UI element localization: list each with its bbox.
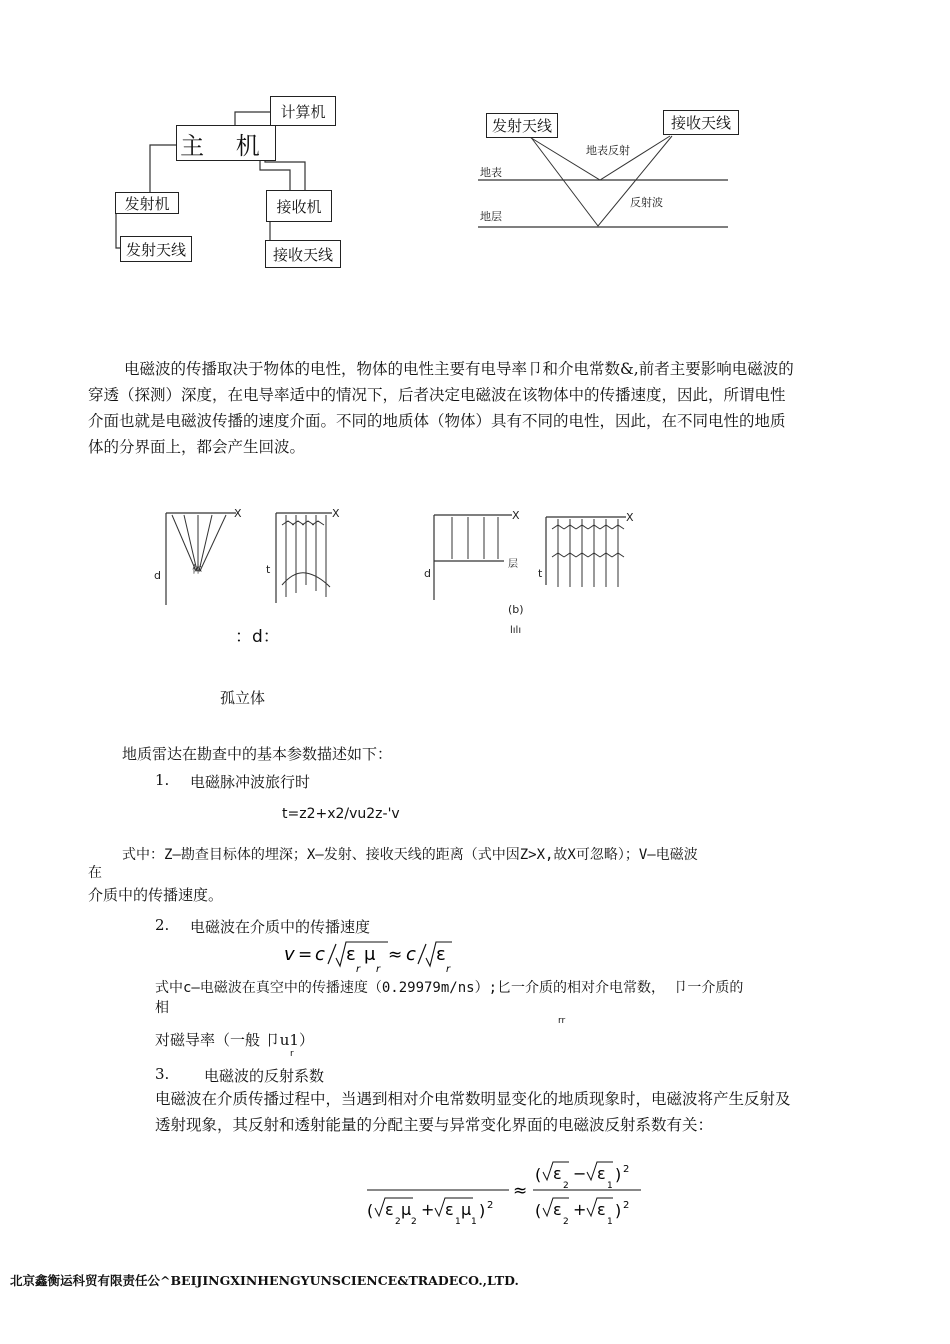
- fig-b-d-label: d: [424, 567, 431, 580]
- svg-text:+: +: [573, 1200, 587, 1219]
- formula-velocity: [284, 936, 464, 976]
- reflection-diagram: [478, 108, 738, 233]
- wave-figures: [150, 505, 650, 645]
- surface-label: 地表: [480, 166, 502, 179]
- fig-b2-t-label: t: [538, 567, 543, 580]
- svg-text:−: −: [573, 1164, 587, 1183]
- svg-text:r: r: [356, 964, 361, 975]
- receiver-box: 接收机: [266, 190, 332, 222]
- item1-number: 1.: [155, 771, 170, 789]
- item1-desc-line-a: 式中：Z—勘查目标体的埋深；X—发射、接收天线的距离（式中因Z>X,故X可忽略）；V—电磁波: [122, 847, 698, 863]
- item3-desc-line-b: 透射现象，其反射和透射能量的分配主要与异常变化界面的电磁波反射系数有关：: [155, 1116, 714, 1134]
- svg-text:1: 1: [607, 1181, 613, 1191]
- svg-text:): ): [615, 1201, 622, 1220]
- svg-text:2: 2: [623, 1200, 630, 1211]
- intro-line-4: 体的分界面上，都会产生回波。: [88, 438, 306, 456]
- wave-figure-drawings: [150, 505, 650, 645]
- svg-text:μ: μ: [401, 1200, 412, 1219]
- fig-a2-t-label: t: [266, 563, 271, 576]
- fig-b2-x-label: X: [626, 511, 634, 524]
- reflected-wave-label: 反射波: [630, 196, 663, 209]
- svg-text:+: +: [421, 1200, 435, 1219]
- svg-text:2: 2: [563, 1181, 569, 1191]
- item3-desc-line-a: 电磁波在介质传播过程中，当遇到相对介电常数明显变化的地质现象时，电磁波将产生反射及: [155, 1090, 791, 1108]
- fig-b-x-label: X: [512, 509, 520, 522]
- svg-text:ε: ε: [385, 1200, 394, 1219]
- svg-text:r: r: [446, 964, 451, 975]
- svg-text:=: =: [298, 945, 313, 965]
- layer-label: 地层: [480, 210, 502, 223]
- tx-antenna-box: 发射天线: [120, 236, 192, 262]
- fig-a-x-label: X: [234, 507, 242, 520]
- svg-text:ε: ε: [553, 1164, 562, 1183]
- layer-depth-figure: [434, 515, 512, 600]
- rx-rx-antenna-label: 接收天线: [663, 110, 739, 135]
- intro-line-3: 介面也就是电磁波传播的速度介面。不同的地质体（物体）具有不同的电性，因此，在不同电性的地质: [88, 412, 786, 430]
- item1-desc-line-c: 介质中的传播速度。: [88, 886, 224, 904]
- item2-number: 2.: [155, 916, 170, 934]
- svg-text:2: 2: [623, 1164, 630, 1175]
- svg-text:(: (: [367, 1201, 374, 1220]
- fig-b-caption-2: lılı: [510, 625, 522, 636]
- system-block-diagram: [110, 90, 360, 270]
- svg-text:μ: μ: [364, 944, 376, 965]
- svg-text:ε: ε: [436, 944, 446, 965]
- intro-line-1: 电磁波的传播取决于物体的电性，物体的电性主要有电导率卩和介电常数&,前者主要影响电磁波的: [124, 360, 794, 378]
- reflection-formula-svg: [365, 1158, 655, 1230]
- fig-a-body-mark: 体: [192, 565, 202, 576]
- svg-text:): ): [479, 1201, 486, 1220]
- fig-a-caption: ：d：: [235, 627, 280, 647]
- svg-text:(: (: [535, 1201, 542, 1220]
- svg-text:v: v: [284, 944, 295, 965]
- intro-line-2: 穿透（探测）深度，在电导率适中的情况下，后者决定电磁波在该物体中的传播速度，因此，所谓电性: [88, 386, 786, 404]
- item1-desc-line-b: 在: [88, 865, 102, 881]
- surface-reflection-label: 地表反射: [586, 144, 630, 157]
- item2-description: [155, 978, 875, 1018]
- item2-title: 电磁波在介质中的传播速度: [190, 918, 371, 936]
- svg-text:ε: ε: [346, 944, 356, 965]
- formula-reflection-coefficient: [365, 1158, 655, 1230]
- svg-text:2: 2: [395, 1217, 401, 1227]
- item1-description: [88, 846, 878, 904]
- item2-desc-line-a: 式中c—电磁波在真空中的传播速度（0.29979m/ns）;匕一介质的相对介电常数， 卩一介质的: [155, 980, 744, 996]
- svg-text:μ: μ: [461, 1200, 472, 1219]
- item2-sub-r: r: [290, 1049, 294, 1059]
- fig-a-d-label: d: [154, 569, 161, 582]
- svg-text:ε: ε: [597, 1164, 606, 1183]
- item2-desc-line-c: 对磁导率（一般 卩u1）: [155, 1031, 314, 1049]
- page-footer: 北京鑫衡运科贸有限责任公^BEIJINGXINHENGYUNSCIENCE&TRADECO.,LTD.: [10, 1273, 519, 1288]
- isolated-body-time-figure: [276, 513, 332, 603]
- svg-text:2: 2: [487, 1200, 494, 1211]
- svg-text:≈: ≈: [388, 945, 403, 965]
- svg-text:2: 2: [563, 1217, 569, 1227]
- transmitter-box: 发射机: [115, 192, 179, 214]
- computer-box: 计算机: [270, 96, 336, 126]
- item1-title: 电磁脉冲波旅行时: [190, 773, 311, 791]
- isolated-body-caption: 孤立体: [220, 689, 266, 707]
- host-box: 主 机: [176, 125, 276, 161]
- svg-text:(: (: [535, 1165, 542, 1184]
- velocity-formula-svg: [284, 936, 464, 976]
- intro-paragraph: [88, 356, 868, 460]
- svg-text:1: 1: [607, 1217, 613, 1227]
- svg-text:): ): [615, 1165, 622, 1184]
- item3-number: 3.: [155, 1065, 170, 1083]
- layer-time-figure: [546, 517, 626, 587]
- formula-travel-time: t=z2+x2/vu2z-'v: [282, 806, 400, 822]
- fig-b-caption: (b): [508, 603, 524, 616]
- svg-text:1: 1: [471, 1217, 477, 1227]
- fig-b-layer-mark: 层: [508, 559, 518, 570]
- item3-description: [155, 1086, 875, 1138]
- svg-text:ε: ε: [445, 1200, 454, 1219]
- isolated-body-depth-figure: [166, 513, 236, 605]
- svg-text:ε: ε: [597, 1200, 606, 1219]
- params-intro: 地质雷达在勘查中的基本参数描述如下：: [122, 745, 393, 763]
- item3-title: 电磁波的反射系数: [204, 1067, 325, 1085]
- svg-text:ε: ε: [553, 1200, 562, 1219]
- svg-text:2: 2: [411, 1217, 417, 1227]
- svg-text:1: 1: [455, 1217, 461, 1227]
- svg-text:c: c: [315, 944, 325, 965]
- svg-text:c: c: [406, 944, 416, 965]
- item2-desc-line-b: 相: [155, 1000, 169, 1016]
- fig-a2-x-label: X: [332, 507, 340, 520]
- rx-tx-antenna-label: 发射天线: [486, 113, 558, 138]
- rx-antenna-box: 接收天线: [265, 240, 341, 268]
- svg-text:r: r: [376, 964, 381, 975]
- item2-rr-mark: rr: [558, 1016, 566, 1026]
- svg-text:≈: ≈: [513, 1181, 528, 1201]
